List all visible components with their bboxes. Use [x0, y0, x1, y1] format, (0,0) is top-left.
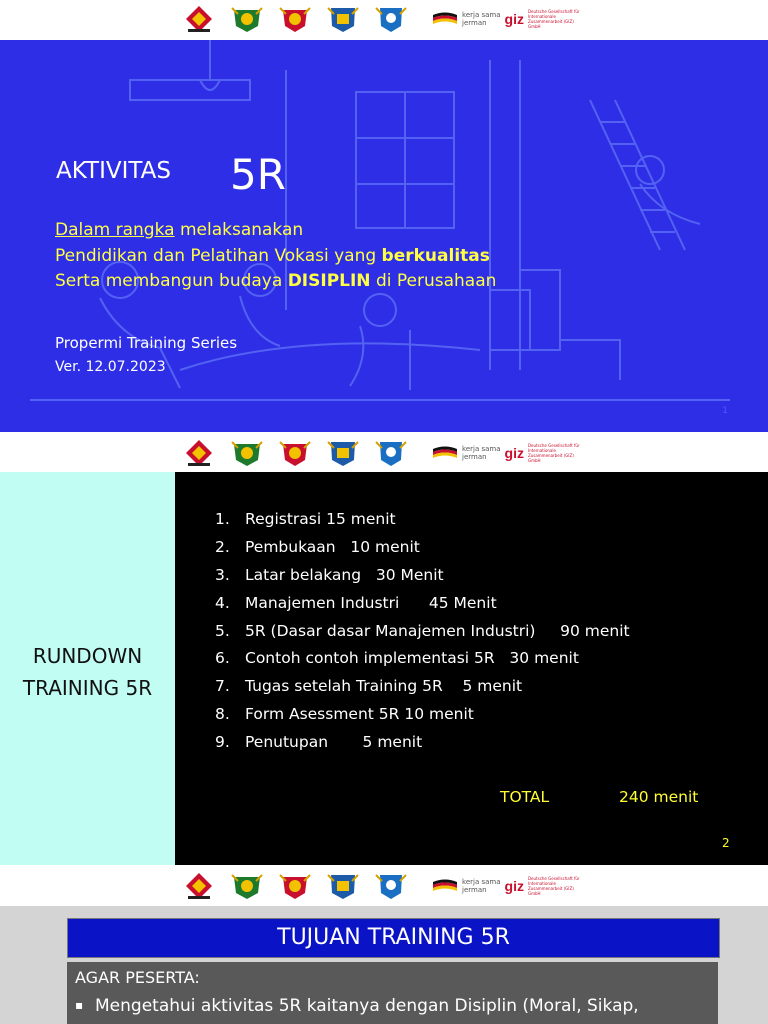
series-label: Propermi Training Series — [55, 334, 238, 352]
subtitle-text: Pendidikan dan Pelatihan Vokasi yang — [55, 246, 382, 266]
list-item-text: Pembukaan 10 menit — [245, 537, 420, 556]
list-item-number: 1. — [215, 510, 230, 528]
logo-bar — [0, 867, 768, 905]
giz-jerman: jerman — [462, 19, 487, 27]
list-item — [215, 534, 630, 562]
rundown-slide — [0, 472, 768, 865]
subtitle-line-1 — [55, 220, 303, 240]
subtitle-underlined: Dalam rangka — [55, 220, 175, 240]
giz-wordmark: giz — [504, 878, 524, 894]
kadin-emblem-icon — [182, 438, 216, 468]
list-item — [215, 701, 630, 729]
kadin-emblem-icon — [182, 4, 216, 34]
giz-logo — [432, 443, 586, 463]
subtitle-text: di Perusahaan — [370, 271, 497, 291]
jawa-timur-emblem-icon — [326, 438, 360, 468]
logo-bar — [0, 0, 768, 38]
list-item-text: Form Asessment 5R 10 menit — [245, 705, 474, 724]
giz-kerja-sama: kerja sama — [462, 878, 501, 886]
total-value: 240 menit — [619, 788, 699, 806]
jawa-timur-emblem-icon — [326, 871, 360, 901]
kabupaten-emblem-icon — [278, 438, 312, 468]
rundown-list — [215, 506, 630, 757]
giz-jerman: jerman — [462, 453, 487, 461]
title-slide — [0, 40, 768, 432]
rundown-title-line-1: RUNDOWN — [32, 644, 143, 668]
tujuan-heading: AGAR PESERTA: — [75, 968, 200, 987]
kabupaten-emblem-icon — [374, 438, 408, 468]
subtitle-bold: berkualitas — [381, 246, 490, 266]
jawa-timur-emblem-icon — [326, 4, 360, 34]
list-item-text: Manajemen Industri 45 Menit — [245, 593, 497, 612]
list-item-number: 2. — [215, 537, 230, 556]
subtitle-text: Serta membangun budaya — [55, 271, 288, 291]
subtitle-bold: DISIPLIN — [287, 271, 371, 291]
subtitle-line-2 — [55, 246, 490, 266]
slide1-title: AKTIVITAS — [56, 158, 171, 184]
kabupaten-emblem-icon — [374, 4, 408, 34]
giz-fullname: Deutsche Gesellschaft für Internationale Zusammenarbeit (GIZ) GmbH — [527, 443, 580, 463]
subtitle-rest: melaksanakan — [174, 220, 304, 240]
list-item-number: 7. — [215, 677, 230, 696]
list-item-text: Latar belakang 30 Menit — [245, 565, 444, 584]
slide-number: 2 — [722, 836, 730, 850]
kabupaten-emblem-icon — [230, 871, 264, 901]
giz-logo — [432, 9, 586, 29]
list-item-text: Tugas setelah Training 5R 5 menit — [245, 677, 523, 696]
list-item — [215, 645, 630, 673]
list-item — [215, 590, 630, 618]
list-item — [215, 618, 630, 646]
kabupaten-emblem-icon — [230, 4, 264, 34]
giz-kerja-sama: kerja sama — [462, 11, 501, 19]
tujuan-bullet-text: Mengetahui aktivitas 5R kaitanya dengan Disiplin (Moral, Sikap, — [95, 996, 639, 1016]
list-item-number: 9. — [215, 733, 230, 752]
slide1-title-5r: 5R — [230, 150, 286, 199]
giz-jerman: jerman — [462, 886, 487, 894]
german-flag-icon — [432, 879, 458, 893]
kabupaten-emblem-icon — [230, 438, 264, 468]
list-item — [215, 673, 630, 701]
list-item — [215, 562, 630, 590]
subtitle-line-3 — [55, 271, 496, 291]
bullet-icon: ▪ — [75, 998, 84, 1012]
tujuan-slide — [0, 906, 768, 1024]
kabupaten-emblem-icon — [278, 4, 312, 34]
giz-wordmark: giz — [504, 11, 524, 27]
logo-bar — [0, 434, 768, 472]
list-item-number: 5. — [215, 621, 230, 640]
list-item-number: 3. — [215, 565, 230, 584]
giz-kerja-sama: kerja sama — [462, 445, 501, 453]
tujuan-title: TUJUAN TRAINING 5R — [67, 918, 720, 958]
tujuan-bullet — [75, 996, 639, 1016]
list-item — [215, 729, 630, 757]
list-item-text: Contoh contoh implementasi 5R 30 menit — [245, 649, 579, 668]
version-label: Ver. 12.07.2023 — [55, 359, 166, 375]
kabupaten-emblem-icon — [278, 871, 312, 901]
tujuan-content-box — [67, 962, 718, 1024]
list-item-number: 6. — [215, 649, 230, 668]
german-flag-icon — [432, 12, 458, 26]
list-item-number: 8. — [215, 705, 230, 724]
list-item-text: Penutupan 5 menit — [245, 733, 423, 752]
giz-wordmark: giz — [504, 445, 524, 461]
giz-fullname: Deutsche Gesellschaft für Internationale Zusammenarbeit (GIZ) GmbH — [527, 876, 580, 896]
giz-logo — [432, 876, 586, 896]
list-item-text: Registrasi 15 menit — [245, 510, 396, 528]
german-flag-icon — [432, 446, 458, 460]
total-label: TOTAL — [500, 788, 550, 806]
kadin-emblem-icon — [182, 871, 216, 901]
giz-fullname: Deutsche Gesellschaft für Internationale Zusammenarbeit (GIZ) GmbH — [527, 9, 580, 29]
list-item-text: 5R (Dasar dasar Manajemen Industri) 90 menit — [245, 621, 630, 640]
kabupaten-emblem-icon — [374, 871, 408, 901]
rundown-title-line-2: TRAINING 5R — [22, 676, 153, 700]
list-item-number: 4. — [215, 593, 230, 612]
slide-number: 1 — [722, 406, 728, 416]
list-item — [215, 506, 630, 534]
rundown-sidebar — [0, 472, 177, 865]
rundown-title — [0, 640, 175, 704]
